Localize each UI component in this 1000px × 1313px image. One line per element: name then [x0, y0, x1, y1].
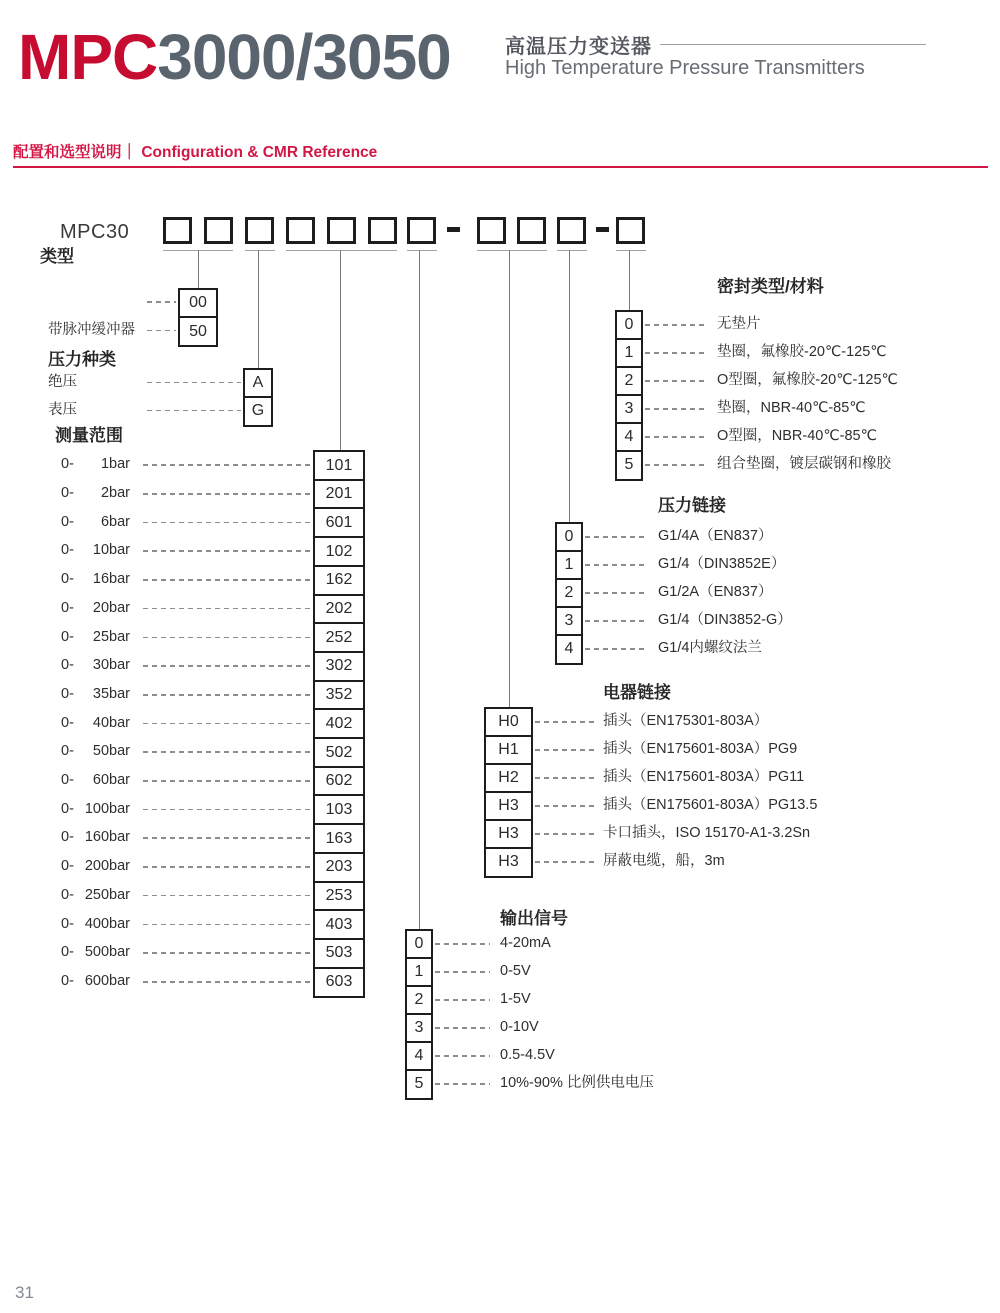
range-code-202: 202: [313, 594, 365, 625]
connector-line: [569, 250, 570, 522]
connector-dash: [535, 805, 597, 807]
pressure-connection-option-label: G1/4（DIN3852E）: [658, 556, 786, 572]
type-code-00: 00: [178, 288, 218, 319]
connector-dash: [585, 620, 647, 622]
electrical-option-label: 插头（EN175601-803A）PG11: [603, 769, 805, 785]
code-box-7: [407, 217, 436, 244]
page-number: 31: [15, 1283, 34, 1302]
connector-dash: [143, 550, 311, 552]
pressure-connection-code-4-4: 4: [555, 634, 583, 665]
electrical-option-label: 插头（EN175601-803A）PG13.5: [603, 797, 818, 813]
range-zero-prefix: 0-: [61, 513, 74, 530]
range-code-503: 503: [313, 938, 365, 969]
range-zero-prefix: 0-: [61, 571, 74, 588]
range-zero-prefix: 0-: [61, 858, 74, 875]
connector-underline: [616, 250, 646, 252]
range-code-302: 302: [313, 651, 365, 682]
range-zero-prefix: 0-: [61, 886, 74, 903]
connector-dash: [143, 780, 311, 782]
range-option-label: 160bar: [84, 829, 130, 846]
ordering-code-prefix: MPC30: [60, 221, 130, 243]
connector-dash: [143, 464, 311, 466]
subtitle-chinese: 高温压力变送器: [505, 36, 652, 58]
connector-dash: [147, 410, 241, 412]
pressure-kind-option-label: 绝压: [48, 374, 77, 390]
output-signal-code-0-0: 0: [405, 929, 433, 960]
range-option-label: 200bar: [84, 858, 130, 875]
electrical-code-H3-4: H3: [484, 819, 533, 850]
range-option-label: 100bar: [84, 800, 130, 817]
code-box-9: [517, 217, 546, 244]
seal-option-label: 组合垫圈，镀层碳钢和橡胶: [717, 456, 891, 472]
range-zero-prefix: 0-: [61, 685, 74, 702]
pressure-connection-heading: 压力链接: [658, 496, 726, 515]
range-zero-prefix: 0-: [61, 542, 74, 559]
model-numbers: 3000/3050: [157, 21, 451, 93]
range-option-label: 2bar: [100, 485, 130, 502]
connector-dash: [143, 981, 311, 983]
range-code-163: 163: [313, 823, 365, 854]
pressure-connection-option-label: G1/4（DIN3852-G）: [658, 612, 792, 628]
connector-dash: [435, 1083, 490, 1085]
output-signal-option-label: 0-10V: [500, 1019, 539, 1035]
output-signal-code-3-3: 3: [405, 1013, 433, 1044]
connector-dash: [435, 1055, 490, 1057]
range-option-label: 6bar: [100, 513, 130, 530]
range-option-label: 50bar: [92, 743, 130, 760]
connector-line: [419, 250, 420, 929]
connector-line: [198, 250, 199, 288]
code-box-11: [616, 217, 645, 244]
electrical-option-label: 卡口插头，ISO 15170-A1-3.2Sn: [603, 825, 811, 841]
connector-dash: [535, 721, 597, 723]
range-option-label: 30bar: [92, 657, 130, 674]
range-zero-prefix: 0-: [61, 972, 74, 989]
range-code-252: 252: [313, 622, 365, 653]
connector-dash: [645, 436, 707, 438]
range-zero-prefix: 0-: [61, 599, 74, 616]
range-option-label: 16bar: [92, 571, 130, 588]
connector-dash: [645, 324, 707, 326]
range-option-label: 60bar: [92, 772, 130, 789]
brand-name: MPC: [18, 21, 158, 93]
range-code-103: 103: [313, 794, 365, 825]
connector-dash: [143, 665, 311, 667]
output-signal-code-5-5: 5: [405, 1069, 433, 1100]
range-code-502: 502: [313, 737, 365, 768]
section-heading-zh: 配置和选型说明: [13, 144, 122, 161]
range-code-402: 402: [313, 708, 365, 739]
connector-underline: [245, 250, 275, 252]
range-code-601: 601: [313, 507, 365, 538]
connector-dash: [143, 809, 311, 811]
range-option-label: 25bar: [92, 628, 130, 645]
connector-dash: [143, 493, 311, 495]
output-signal-option-label: 10%-90% 比例供电电压: [500, 1075, 654, 1091]
type-option-label: 带脉冲缓冲器: [48, 322, 135, 338]
range-zero-prefix: 0-: [61, 743, 74, 760]
pressure-connection-option-label: G1/4A（EN837）: [658, 528, 773, 544]
connector-underline: [286, 250, 397, 252]
output-signal-option-label: 0-5V: [500, 963, 531, 979]
header-rule: [660, 44, 926, 45]
code-separator-dash: [447, 227, 460, 232]
range-code-352: 352: [313, 680, 365, 711]
range-zero-prefix: 0-: [61, 456, 74, 473]
electrical-code-H3-3: H3: [484, 791, 533, 822]
connector-dash: [435, 1027, 490, 1029]
connector-dash: [585, 564, 647, 566]
connector-dash: [435, 999, 490, 1001]
seal-code-2-2: 2: [615, 366, 643, 397]
connector-dash: [147, 382, 241, 384]
connector-dash: [147, 301, 176, 303]
pressure-kind-heading: 压力种类: [48, 350, 116, 369]
range-zero-prefix: 0-: [61, 657, 74, 674]
connector-dash: [535, 777, 597, 779]
code-box-1: [163, 217, 192, 244]
output-signal-option-label: 0.5-4.5V: [500, 1047, 555, 1063]
connector-dash: [535, 833, 597, 835]
seal-code-0-0: 0: [615, 310, 643, 341]
connector-underline: [407, 250, 437, 252]
range-option-label: 1bar: [100, 456, 130, 473]
code-box-8: [477, 217, 506, 244]
connector-underline: [557, 250, 587, 252]
connector-dash: [143, 522, 311, 524]
range-option-label: 35bar: [92, 685, 130, 702]
output-signal-heading: 输出信号: [500, 909, 568, 928]
connector-dash: [143, 751, 311, 753]
electrical-option-label: 屏蔽电缆，船，3m: [603, 853, 725, 869]
connector-dash: [143, 694, 311, 696]
code-box-6: [368, 217, 397, 244]
connector-line: [340, 250, 341, 450]
connector-dash: [143, 924, 311, 926]
connector-dash: [143, 608, 311, 610]
connector-dash: [143, 723, 311, 725]
range-option-label: 40bar: [92, 714, 130, 731]
pressure-connection-option-label: G1/4内螺纹法兰: [658, 640, 762, 656]
code-box-3: [245, 217, 274, 244]
pressure-connection-option-label: G1/2A（EN837）: [658, 584, 773, 600]
section-heading: [13, 140, 377, 162]
seal-code-5-5: 5: [615, 450, 643, 481]
output-signal-option-label: 4-20mA: [500, 935, 551, 951]
seal-option-label: 垫圈，NBR-40℃-85℃: [717, 400, 866, 416]
range-code-102: 102: [313, 536, 365, 567]
seal-option-label: 无垫片: [717, 316, 761, 332]
output-signal-option-label: 1-5V: [500, 991, 531, 1007]
connector-dash: [143, 866, 311, 868]
range-option-label: 20bar: [92, 599, 130, 616]
connector-dash: [143, 837, 311, 839]
seal-option-label: 垫圈，氟橡胶-20℃-125℃: [717, 344, 887, 360]
electrical-code-H1-1: H1: [484, 735, 533, 766]
range-option-label: 500bar: [84, 944, 130, 961]
code-box-4: [286, 217, 315, 244]
code-box-5: [327, 217, 356, 244]
seal-option-label: O型圈，NBR-40℃-85℃: [717, 428, 877, 444]
pressure-kind-code-G: G: [243, 396, 273, 427]
code-separator-dash: [596, 227, 609, 232]
seal-code-4-4: 4: [615, 422, 643, 453]
connector-line: [629, 250, 630, 310]
electrical-code-H0-0: H0: [484, 707, 533, 738]
range-code-162: 162: [313, 565, 365, 596]
output-signal-code-1-1: 1: [405, 957, 433, 988]
connector-dash: [435, 971, 490, 973]
connector-dash: [143, 952, 311, 954]
output-signal-code-2-2: 2: [405, 985, 433, 1016]
range-option-label: 400bar: [84, 915, 130, 932]
section-heading-divider: ｜: [121, 144, 138, 161]
range-zero-prefix: 0-: [61, 772, 74, 789]
connector-dash: [435, 943, 490, 945]
type-code-50: 50: [178, 316, 218, 347]
range-zero-prefix: 0-: [61, 915, 74, 932]
range-code-403: 403: [313, 909, 365, 940]
range-code-101: 101: [313, 450, 365, 481]
electrical-heading: 电器链接: [603, 683, 671, 702]
range-option-label: 600bar: [84, 972, 130, 989]
electrical-code-H3-5: H3: [484, 847, 533, 878]
seal-code-3-3: 3: [615, 394, 643, 425]
connector-dash: [143, 895, 311, 897]
pressure-kind-code-A: A: [243, 368, 273, 399]
seal-code-1-1: 1: [615, 338, 643, 369]
connector-dash: [147, 330, 176, 332]
range-code-203: 203: [313, 852, 365, 883]
section-rule: [13, 166, 988, 168]
range-code-603: 603: [313, 967, 365, 998]
connector-dash: [585, 648, 647, 650]
connector-dash: [585, 536, 647, 538]
code-box-2: [204, 217, 233, 244]
connector-dash: [143, 579, 311, 581]
pressure-connection-code-0-0: 0: [555, 522, 583, 553]
range-zero-prefix: 0-: [61, 800, 74, 817]
electrical-option-label: 插头（EN175301-803A）: [603, 713, 769, 729]
page-title: [18, 22, 451, 92]
code-box-10: [557, 217, 586, 244]
connector-dash: [645, 464, 707, 466]
range-option-label: 250bar: [84, 886, 130, 903]
range-code-253: 253: [313, 881, 365, 912]
range-heading: 测量范围: [55, 426, 123, 445]
range-zero-prefix: 0-: [61, 628, 74, 645]
pressure-connection-code-3-3: 3: [555, 606, 583, 637]
connector-dash: [645, 380, 707, 382]
range-zero-prefix: 0-: [61, 714, 74, 731]
type-heading: 类型: [40, 247, 74, 266]
connector-dash: [645, 352, 707, 354]
connector-underline: [477, 250, 547, 252]
seal-heading: 密封类型/材料: [717, 277, 824, 296]
subtitle-english: High Temperature Pressure Transmitters: [505, 57, 865, 79]
connector-line: [509, 250, 510, 707]
connector-dash: [535, 749, 597, 751]
connector-dash: [645, 408, 707, 410]
range-zero-prefix: 0-: [61, 944, 74, 961]
connector-dash: [535, 861, 597, 863]
pressure-connection-code-1-1: 1: [555, 550, 583, 581]
output-signal-code-4-4: 4: [405, 1041, 433, 1072]
pressure-kind-option-label: 表压: [48, 402, 77, 418]
range-option-label: 10bar: [92, 542, 130, 559]
range-code-602: 602: [313, 766, 365, 797]
range-code-201: 201: [313, 479, 365, 510]
connector-dash: [143, 637, 311, 639]
connector-line: [258, 250, 259, 368]
pressure-connection-code-2-2: 2: [555, 578, 583, 609]
connector-dash: [585, 592, 647, 594]
seal-option-label: O型圈，氟橡胶-20℃-125℃: [717, 372, 898, 388]
range-zero-prefix: 0-: [61, 829, 74, 846]
range-zero-prefix: 0-: [61, 485, 74, 502]
electrical-code-H2-2: H2: [484, 763, 533, 794]
electrical-option-label: 插头（EN175601-803A）PG9: [603, 741, 798, 757]
section-heading-en: Configuration & CMR Reference: [141, 144, 378, 161]
